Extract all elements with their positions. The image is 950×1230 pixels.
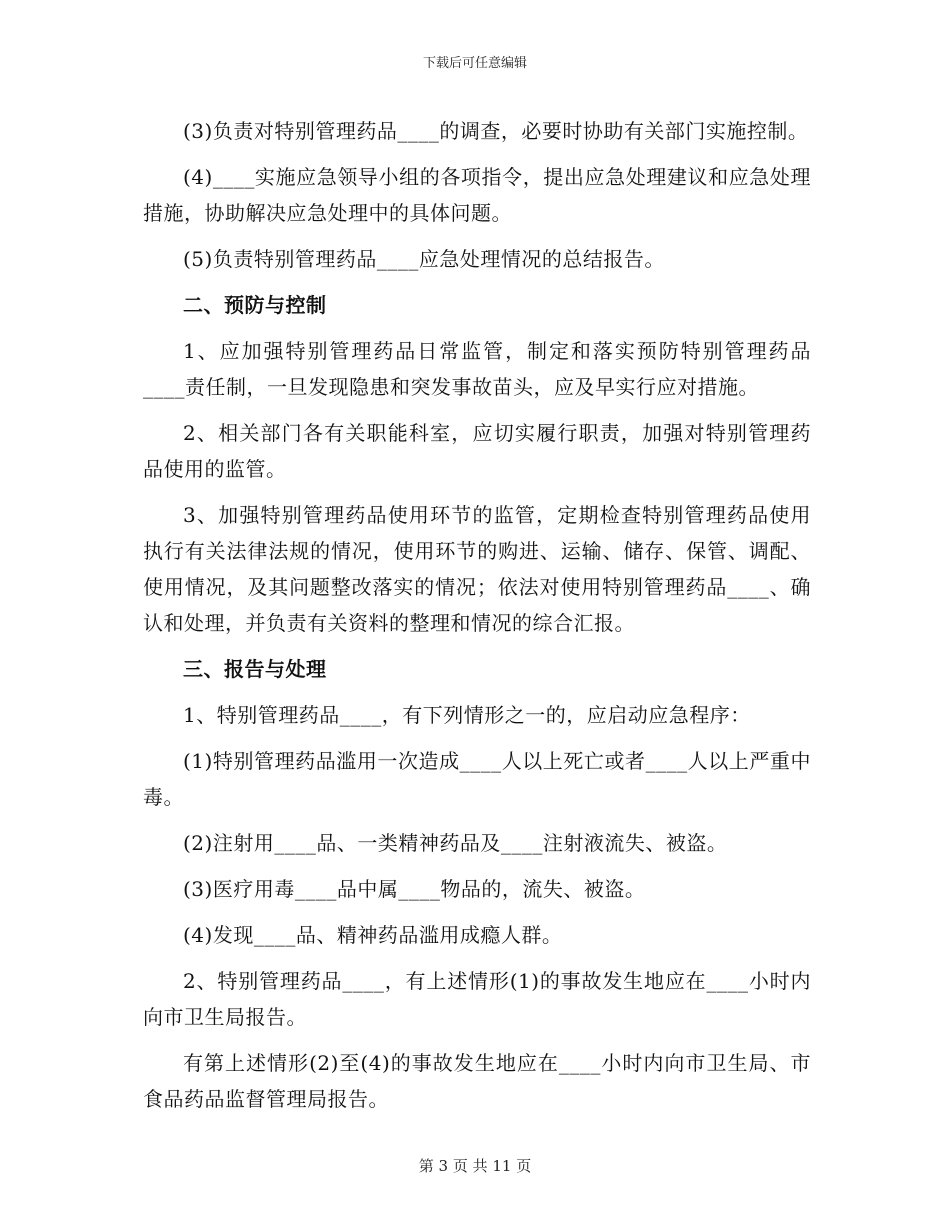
document-body <box>143 113 811 1127</box>
paragraph-item-5: (5)负责特别管理药品____应急处理情况的总结报告。 <box>183 247 665 271</box>
paragraph-case-4: (4)发现____品、精神药品滥用成瘾人群。 <box>183 923 563 947</box>
paragraph-reporting-1: 1、特别管理药品____，有下列情形之一的，应启动应急程序： <box>183 703 751 727</box>
section-heading-prevention: 二、预防与控制 <box>183 293 327 317</box>
paragraph-prevention-1: 1、应加强特别管理药品日常监管，制定和落实预防特别管理药品____责任制，一旦发现隐患和突发事故苗头，应及早实行应对措施。 <box>143 339 811 399</box>
paragraph-case-3: (3)医疗用毒____品中属____物品的，流失、被盗。 <box>183 877 646 901</box>
paragraph-reporting-3: 有第上述情形(2)至(4)的事故发生地应在____小时内向市卫生局、市食品药品监督管理局报告。 <box>143 1051 811 1111</box>
paragraph-item-4: (4)____实施应急领导小组的各项指令，提出应急处理建议和应急处理措施，协助解决应急处理中的具体问题。 <box>143 165 811 225</box>
section-heading-reporting: 三、报告与处理 <box>183 657 327 681</box>
page-footer: 第 3 页 共 11 页 <box>418 1157 532 1175</box>
paragraph-item-3: (3)负责对特别管理药品____的调查，必要时协助有关部门实施控制。 <box>183 119 809 143</box>
paragraph-prevention-2: 2、相关部门各有关职能科室，应切实履行职责，加强对特别管理药品使用的监管。 <box>143 421 811 481</box>
page-header: 下载后可任意编辑 <box>422 56 527 71</box>
paragraph-case-2: (2)注射用____品、一类精神药品及____注射液流失、被盗。 <box>183 831 728 855</box>
paragraph-prevention-3: 3、加强特别管理药品使用环节的监管，定期检查特别管理药品使用执行有关法律法规的情况，使用环节的购进、运输、储存、保管、调配、使用情况，及其问题整改落实的情况；依法对使用特别管理药品____、确认和处理，并负责有关资料的整理和情况的综合汇报。 <box>143 503 811 635</box>
paragraph-case-1: (1)特别管理药品滥用一次造成____人以上死亡或者____人以上严重中毒。 <box>143 749 811 809</box>
paragraph-reporting-2: 2、特别管理药品____，有上述情形(1)的事故发生地应在____小时内向市卫生局报告。 <box>143 969 811 1029</box>
